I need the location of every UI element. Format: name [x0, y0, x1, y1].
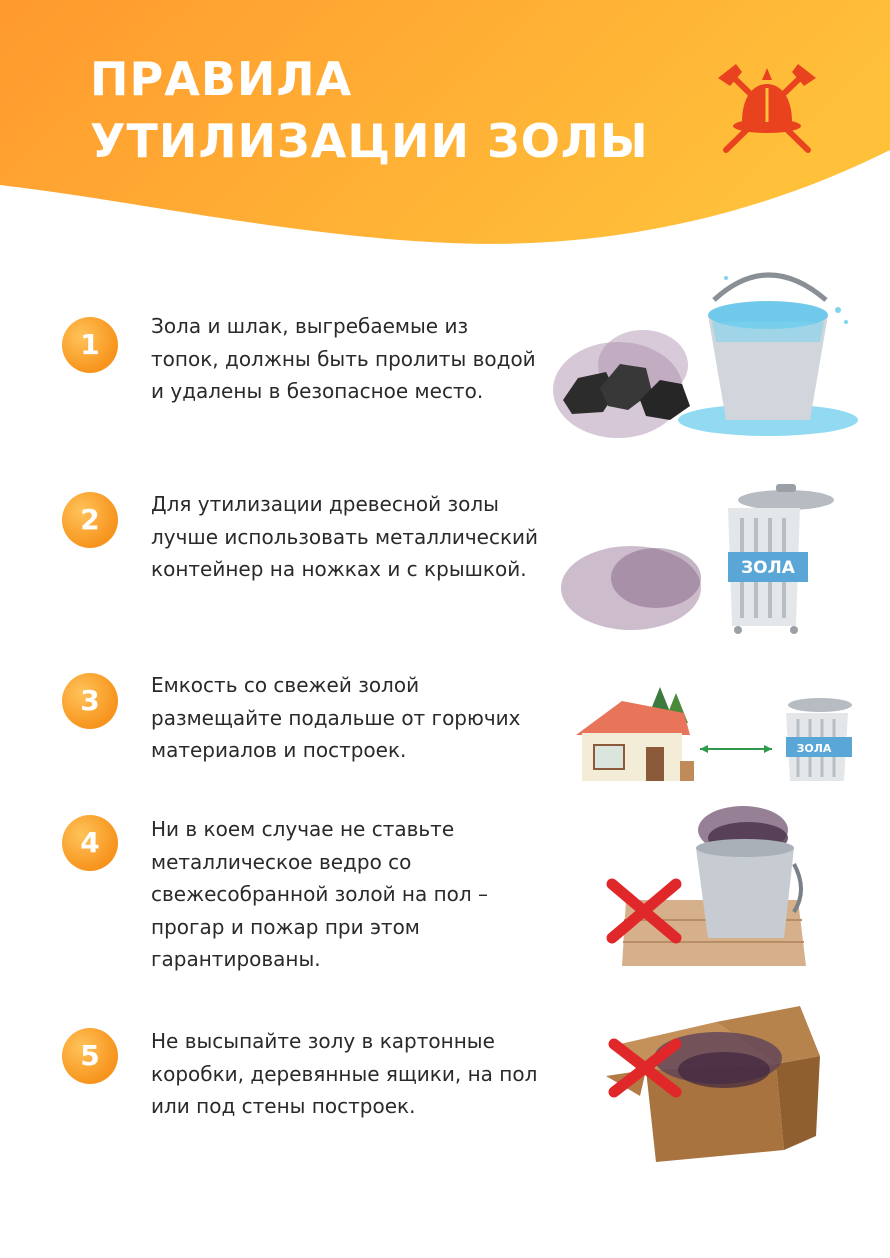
rule-number-badge: 4 — [62, 815, 118, 871]
rule-text: Не высыпайте золу в картонные коробки, деревянные ящики, на пол или под стены построек. — [151, 1029, 538, 1118]
rule-number-badge: 3 — [62, 673, 118, 729]
header-banner — [0, 0, 890, 250]
rule-text: Ни в коем случае не ставьте металлическое ведро со свежесобранной золой на пол – прогар и пожар при этом гарантированы. — [151, 817, 489, 971]
rule-1 — [0, 260, 890, 450]
ash-in-cardboard-box-prohibited-illustration — [600, 1000, 830, 1172]
rule-4 — [0, 800, 890, 975]
rule-text: Емкость со свежей золой размещайте подальше от горючих материалов и построек. — [151, 673, 521, 762]
rule-number-badge: 1 — [62, 317, 118, 373]
title-line-1: ПРАВИЛА — [90, 52, 353, 106]
title-line-2: УТИЛИЗАЦИИ ЗОЛЫ — [90, 114, 649, 168]
ash-and-metal-container-illustration — [556, 478, 846, 640]
rule-2 — [0, 478, 890, 648]
bucket-on-floor-prohibited-illustration — [598, 800, 813, 970]
bin-label-small: ЗОЛА — [796, 742, 832, 755]
rule-text: Зола и шлак, выгребаемые из топок, должны быть пролиты водой и удалены в безопасное место. — [151, 314, 536, 403]
rule-3 — [0, 665, 890, 795]
rule-number-badge: 2 — [62, 492, 118, 548]
rule-text: Для утилизации древесной золы лучше использовать металлический контейнер на ножках и с крышкой. — [151, 492, 539, 581]
coal-and-water-bucket-illustration — [548, 260, 858, 445]
bin-label: ЗОЛА — [741, 558, 795, 578]
rule-5 — [0, 1000, 890, 1175]
house-and-distant-container-illustration — [572, 683, 862, 788]
rule-number-badge: 5 — [62, 1028, 118, 1084]
page-title — [90, 48, 649, 172]
firefighter-helmet-axes-icon — [712, 58, 822, 158]
